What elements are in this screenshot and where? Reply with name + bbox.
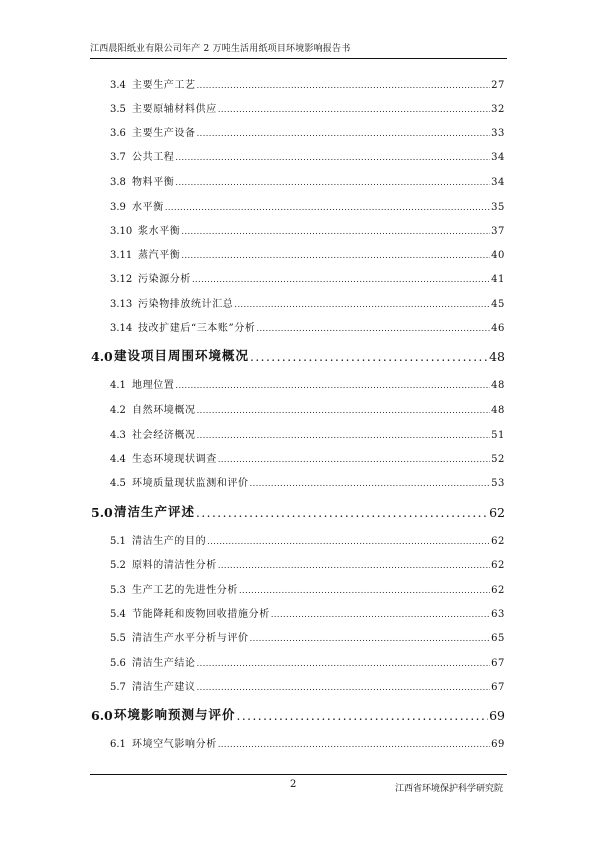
toc-entry-number: 3.5 bbox=[110, 104, 126, 115]
toc-section-entry[interactable] bbox=[110, 679, 505, 693]
toc-section-entry[interactable] bbox=[110, 125, 505, 139]
toc-entry-number: 5.3 bbox=[110, 585, 126, 596]
toc-section-entry[interactable] bbox=[110, 296, 505, 310]
toc-entry-title: 清洁生产结论 bbox=[132, 658, 196, 669]
toc-dot-leader bbox=[197, 682, 490, 693]
toc-entry-number: 3.13 bbox=[110, 299, 133, 310]
toc-entry-number: 3.8 bbox=[110, 177, 126, 188]
toc-section-entry[interactable] bbox=[110, 377, 505, 391]
toc-section-entry[interactable] bbox=[110, 655, 505, 669]
toc-entry-number: 5.6 bbox=[110, 658, 126, 669]
toc-entry-number: 5.5 bbox=[110, 633, 126, 644]
toc-section-entry[interactable] bbox=[110, 427, 505, 441]
toc-entry-number: 5.2 bbox=[110, 560, 126, 571]
toc-dot-leader bbox=[234, 299, 490, 310]
toc-entry-title: 公共工程 bbox=[132, 152, 175, 163]
toc-section-entry[interactable] bbox=[110, 271, 505, 285]
toc-entry-title: 原料的清洁性分析 bbox=[132, 560, 217, 571]
toc-dot-leader bbox=[207, 536, 490, 547]
toc-dot-leader bbox=[181, 250, 490, 261]
toc-chapter-entry[interactable] bbox=[91, 705, 505, 723]
toc-dot-leader bbox=[197, 405, 490, 416]
toc-chapter-entry[interactable] bbox=[91, 346, 505, 364]
toc-dot-leader bbox=[192, 274, 490, 285]
toc-entry-page: 62 bbox=[491, 560, 505, 571]
toc-entry-title: 环境质量现状监测和评价 bbox=[132, 478, 249, 489]
toc-entry-number: 5.7 bbox=[110, 682, 126, 693]
toc-dot-leader bbox=[175, 177, 490, 188]
toc-entry-title: 地理位置 bbox=[132, 380, 175, 391]
toc-entry-page: 48 bbox=[491, 405, 505, 416]
toc-entry-title: 社会经济概况 bbox=[132, 430, 196, 441]
toc-dot-leader bbox=[175, 152, 490, 163]
toc-entry-page: 67 bbox=[491, 658, 505, 669]
toc-entry-number: 4.4 bbox=[110, 454, 126, 465]
toc-dot-leader bbox=[197, 658, 490, 669]
toc-section-entry[interactable] bbox=[110, 736, 505, 750]
toc-entry-title: 蒸汽平衡 bbox=[138, 250, 181, 261]
toc-section-entry[interactable] bbox=[110, 199, 505, 213]
footer-organization: 江西省环境保护科学研究院 bbox=[395, 784, 504, 794]
toc-entry-page: 45 bbox=[491, 299, 505, 310]
header-divider bbox=[90, 58, 507, 59]
toc-dot-leader bbox=[250, 633, 490, 644]
toc-entry-title: 环境空气影响分析 bbox=[132, 739, 217, 750]
toc-entry-number: 4.5 bbox=[110, 478, 126, 489]
toc-entry-page: 53 bbox=[491, 478, 505, 489]
toc-entry-title: 清洁生产水平分析与评价 bbox=[132, 633, 249, 644]
toc-dot-leader bbox=[256, 323, 490, 334]
toc-entry-number: 6.0 bbox=[91, 708, 113, 723]
toc-entry-title: 自然环境概况 bbox=[132, 405, 196, 416]
toc-entry-page: 40 bbox=[491, 250, 505, 261]
toc-entry-page: 32 bbox=[491, 104, 505, 115]
toc-entry-title: 清洁生产评述 bbox=[114, 504, 196, 519]
toc-dot-leader bbox=[197, 430, 490, 441]
toc-entry-title: 生态环境现状调查 bbox=[132, 454, 217, 465]
toc-section-entry[interactable] bbox=[110, 582, 505, 596]
toc-entry-page: 46 bbox=[491, 323, 505, 334]
toc-entry-page: 69 bbox=[491, 739, 505, 750]
toc-entry-number: 5.1 bbox=[110, 536, 126, 547]
toc-entry-title: 污染物排放统计汇总 bbox=[138, 299, 234, 310]
toc-dot-leader bbox=[239, 585, 490, 596]
toc-entry-page: 62 bbox=[491, 536, 505, 547]
toc-section-entry[interactable] bbox=[110, 149, 505, 163]
toc-entry-page: 52 bbox=[491, 454, 505, 465]
toc-section-entry[interactable] bbox=[110, 320, 505, 334]
toc-dot-leader bbox=[197, 128, 490, 139]
toc-entry-title: 节能降耗和废物回收措施分析 bbox=[132, 609, 270, 620]
toc-entry-number: 4.1 bbox=[110, 380, 126, 391]
toc-section-entry[interactable] bbox=[110, 247, 505, 261]
toc-entry-page: 33 bbox=[491, 128, 505, 139]
toc-section-entry[interactable] bbox=[110, 402, 505, 416]
toc-entry-title: 污染源分析 bbox=[138, 274, 191, 285]
toc-entry-title: 主要生产设备 bbox=[132, 128, 196, 139]
toc-entry-number: 4.2 bbox=[110, 405, 126, 416]
toc-entry-number: 5.0 bbox=[91, 505, 113, 520]
toc-dot-leader bbox=[218, 454, 490, 465]
toc-dot-leader bbox=[218, 560, 490, 571]
toc-entry-number: 4.0 bbox=[91, 349, 113, 364]
toc-entry-title: 技改扩建后“三本账”分析 bbox=[138, 323, 256, 334]
toc-entry-page: 48 bbox=[489, 349, 505, 364]
toc-section-entry[interactable] bbox=[110, 223, 505, 237]
toc-dot-leader bbox=[218, 739, 490, 750]
toc-entry-number: 3.9 bbox=[110, 202, 126, 213]
toc-dot-leader bbox=[196, 505, 488, 520]
toc-entry-page: 34 bbox=[491, 177, 505, 188]
toc-dot-leader bbox=[271, 609, 490, 620]
toc-entry-number: 3.12 bbox=[110, 274, 133, 285]
toc-entry-title: 建设项目周围环境概况 bbox=[114, 348, 250, 363]
toc-dot-leader bbox=[181, 226, 490, 237]
toc-dot-leader bbox=[237, 708, 489, 723]
toc-entry-page: 65 bbox=[491, 633, 505, 644]
toc-section-entry[interactable] bbox=[110, 533, 505, 547]
toc-section-entry[interactable] bbox=[110, 77, 505, 91]
toc-dot-leader bbox=[197, 80, 490, 91]
toc-entry-title: 清洁生产的目的 bbox=[132, 536, 207, 547]
toc-entry-page: 67 bbox=[491, 682, 505, 693]
toc-dot-leader bbox=[250, 349, 488, 364]
toc-entry-number: 3.10 bbox=[110, 226, 133, 237]
toc-entry-title: 物料平衡 bbox=[132, 177, 175, 188]
toc-entry-title: 主要原辅材料供应 bbox=[132, 104, 217, 115]
toc-entry-title: 清洁生产建议 bbox=[132, 682, 196, 693]
toc-chapter-entry[interactable] bbox=[91, 502, 505, 520]
toc-section-entry[interactable] bbox=[110, 451, 505, 465]
toc-section-entry[interactable] bbox=[110, 101, 505, 115]
toc-entry-page: 63 bbox=[491, 609, 505, 620]
toc-entry-number: 4.3 bbox=[110, 430, 126, 441]
toc-entry-number: 3.11 bbox=[110, 250, 133, 261]
toc-entry-number: 3.6 bbox=[110, 128, 126, 139]
toc-section-entry[interactable] bbox=[110, 475, 505, 489]
toc-entry-number: 5.4 bbox=[110, 609, 126, 620]
toc-entry-page: 62 bbox=[489, 505, 505, 520]
toc-dot-leader bbox=[175, 380, 490, 391]
toc-dot-leader bbox=[250, 478, 490, 489]
toc-dot-leader bbox=[165, 202, 490, 213]
toc-entry-page: 34 bbox=[491, 152, 505, 163]
toc-dot-leader bbox=[218, 104, 490, 115]
footer-divider bbox=[90, 774, 507, 775]
toc-entry-page: 27 bbox=[491, 80, 505, 91]
toc-entry-title: 主要生产工艺 bbox=[132, 80, 196, 91]
toc-section-entry[interactable] bbox=[110, 174, 505, 188]
toc-entry-title: 环境影响预测与评价 bbox=[114, 707, 236, 722]
page-header: 江西晨阳纸业有限公司年产 2 万吨生活用纸项目环境影响报告书 bbox=[90, 44, 351, 54]
toc-section-entry[interactable] bbox=[110, 630, 505, 644]
toc-entry-page: 62 bbox=[491, 585, 505, 596]
toc-entry-page: 41 bbox=[491, 274, 505, 285]
toc-entry-page: 48 bbox=[491, 380, 505, 391]
toc-entry-page: 35 bbox=[491, 202, 505, 213]
toc-entry-page: 37 bbox=[491, 226, 505, 237]
toc-section-entry[interactable] bbox=[110, 606, 505, 620]
toc-entry-number: 6.1 bbox=[110, 739, 126, 750]
toc-entry-title: 生产工艺的先进性分析 bbox=[132, 585, 238, 596]
toc-entry-number: 3.14 bbox=[110, 323, 133, 334]
toc-entry-title: 浆水平衡 bbox=[138, 226, 181, 237]
toc-entry-page: 51 bbox=[491, 430, 505, 441]
toc-entry-page: 69 bbox=[489, 708, 505, 723]
toc-entry-title: 水平衡 bbox=[132, 202, 164, 213]
toc-entry-number: 3.4 bbox=[110, 80, 126, 91]
page-number: 2 bbox=[290, 779, 297, 790]
toc-section-entry[interactable] bbox=[110, 557, 505, 571]
toc-entry-number: 3.7 bbox=[110, 152, 126, 163]
